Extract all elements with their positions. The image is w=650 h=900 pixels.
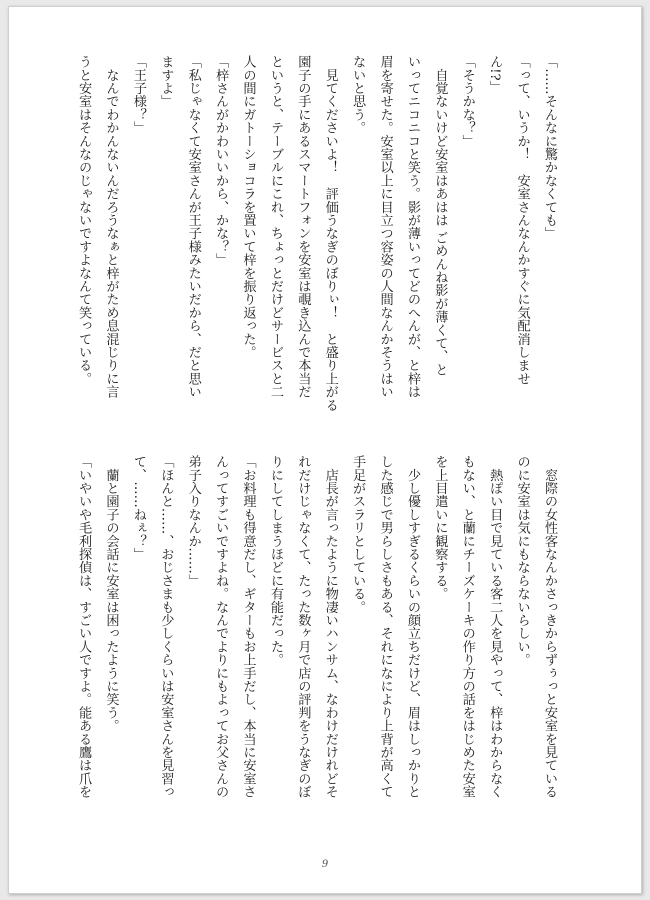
text-line: 蘭と園子の会話に安室は困ったように笑う。: [103, 455, 119, 733]
text-line: いってニコニコと笑う。影が薄いってどのへんが、と梓は: [404, 55, 420, 399]
lower-text-block: [76, 455, 563, 827]
text-line: 弟子入りなんか……」: [185, 455, 201, 587]
text-line: 園子の手にあるスマートフォンを安室は覗き込んで本当だ: [295, 55, 311, 399]
text-line: 「私じゃなくて安室さんが王子様みたいだから、だと思い: [185, 55, 201, 399]
text-line: なんでわかんないんだろうなぁと梓がため息混じりに言: [103, 55, 119, 399]
text-line: もない、と蘭にチーズケーキの作り方の話をはじめた安室: [459, 455, 475, 799]
book-page: [8, 6, 642, 894]
text-line: ないと思う。: [350, 55, 366, 135]
text-line: 「いやいや毛利探偵は、すごい人ですよ。能ある鷹は爪を: [76, 455, 92, 799]
text-line: うと安室はそんなのじゃないですよなんて笑っている。: [76, 55, 92, 385]
page-number: 9: [321, 859, 329, 870]
text-line: ん!?」: [487, 55, 503, 94]
text-line: 熱ぽい目で見ている客二人を見やって、梓はわからなく: [487, 455, 503, 799]
text-line: を上目遣いに観察する。: [432, 455, 448, 601]
text-line: 少し優しすぎるくらいの顔立ちだけど、眉はしっかりと: [404, 455, 420, 799]
text-line: て、……ねぇ？」: [130, 455, 146, 561]
upper-text-block: [76, 55, 563, 427]
text-line: 「って、いうか！ 安室さんなんかすぐに気配消しませ: [514, 55, 530, 385]
text-line: 手足がスラリとしている。: [350, 455, 366, 614]
text-line: んってすごいですよね。なんでよりにもよってお父さんの: [213, 455, 229, 799]
text-line: 「……そんなに驚かなくても」: [542, 55, 557, 240]
text-line: 「王子様？」: [130, 55, 146, 135]
text-line: 「お料理も得意だし、ギターもお上手だし、本当に安室さ: [240, 455, 256, 799]
text-line: 店長が言ったように物凄いハンサム、なわけだけれどそ: [322, 455, 338, 799]
text-line: 自覚ないけど安室はあはは ごめんね影が薄くて、と: [432, 55, 448, 376]
text-line: 見てくださいよ！ 評価うなぎのぼりぃ！ と盛り上がる: [322, 55, 338, 412]
text-line: ますよ」: [158, 55, 174, 108]
text-line: 人の間にガトーショコラを置いて梓を振り返った。: [240, 55, 256, 359]
text-line: 「梓さんがかわいいから、かな？」: [213, 55, 229, 267]
text-line: 「そうかな？」: [459, 55, 475, 148]
text-line: のに安室は気にもならないらしい。: [514, 455, 530, 667]
text-line: りにしてしまうほどに有能だった。: [267, 455, 283, 667]
text-line: 眉を寄せた。安室以上に目立つ容姿の人間なんかそうはい: [377, 55, 393, 399]
text-line: した感じで男らしさもある、それになにより上背が高くて: [377, 455, 393, 799]
text-line: 「ほんと……、おじさまも少しくらいは安室さんを見習っ: [158, 455, 174, 799]
text-line: というと、テーブルにこれ、ちょっとだけどサービスと二: [267, 55, 283, 399]
text-line: 窓際の女性客なんかさっきからずぅっと安室を見ている: [542, 455, 557, 799]
text-line: れだけじゃなくて、たった数ヶ月で店の評判をうなぎのぼ: [295, 455, 311, 799]
